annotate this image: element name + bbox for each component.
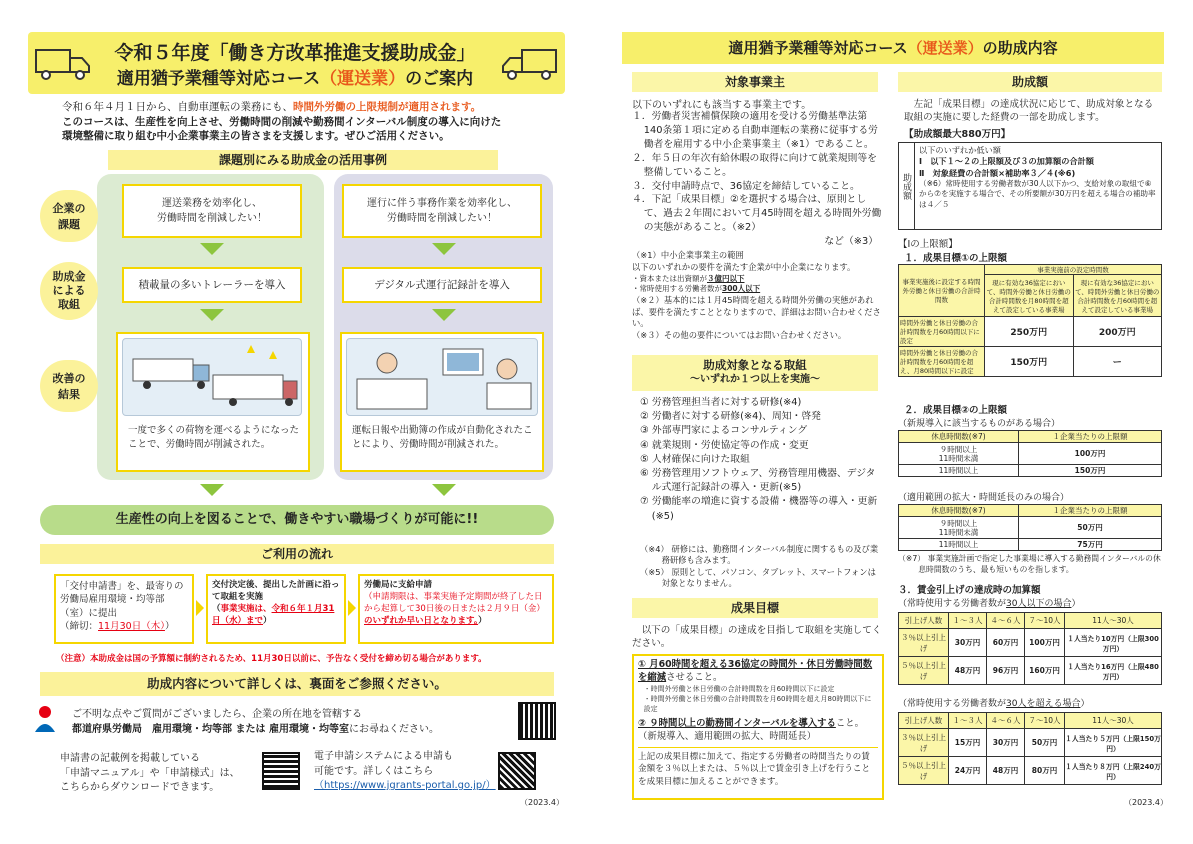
qr-code-contact[interactable]	[518, 702, 556, 740]
note4-5: （※4） 研修には、勤務間インターバル制度に関するもの及び業務研修も含みます。 （※5） 原則として、パソコン、タブレット、スマートフォンは対象となりません。	[640, 544, 879, 589]
flow-arrow1	[196, 600, 204, 616]
case2-result: 運転日報や出勤簿の作成が自動化されたことにより、労働時間が削減された。	[352, 425, 533, 450]
truck-icon-right	[500, 46, 558, 82]
truck-icon-left	[34, 46, 92, 82]
arrow-2b	[432, 309, 456, 321]
target-item-2: ２．年５日の年次有給休暇の取得に向けて就業規則等を整備していること。	[632, 152, 877, 178]
left-title-line1: 令和５年度「働き方改革推進支援助成金」	[114, 42, 476, 64]
ejgrants-link[interactable]: （https://www.jgrants-portal.go.jp/）	[314, 780, 496, 791]
flow-title: ご利用の流れ	[40, 544, 554, 564]
flow-step3: 労働局に支給申請 （申請期限は、事業実施予定期間が終了した日から起算して30日後の日または２月９日（金）のいずれか早い日となります。）	[358, 574, 554, 644]
label-issue: 企業の 課題	[40, 190, 98, 242]
trailer-illustration	[122, 338, 302, 416]
goal-lead: 以下の「成果目標」の達成を目指して取組を実施してください。	[632, 625, 882, 650]
arrow-1a	[200, 243, 224, 255]
flow-arrow2	[348, 600, 356, 616]
measure-3: ③ 外部専門家によるコンサルティング	[640, 425, 808, 437]
measures-title: 助成対象となる取組 ～いずれか１つ以上を実施～	[632, 355, 878, 391]
label-result: 改善の 結果	[40, 360, 98, 412]
amount-label: 助成額	[899, 143, 915, 229]
amount-lead: 左記「成果目標」の達成状況に応じて、助成対象となる取組の実施に要した経費の一部を助成します。	[904, 99, 1154, 124]
digital-recorder-illustration	[346, 338, 538, 416]
arrow-2a	[432, 243, 456, 255]
cap1-title: １．成果目標①の上限額	[904, 253, 1008, 264]
goal-title: 成果目標	[632, 598, 878, 618]
mhlw-logo-icon	[32, 704, 58, 734]
cap1-table: 事業実施後に設定する時間外労働と休日労働の合計時間数 事業実施前の設定時間数 現に有効な36協定において、時間外労働と休日労働の合計時間数を月80時間を超えて設定している事業場 現に有効な36協定において、時間外労働と休日労働の合計時間数を月60時間を超えて設定している事業場 時間外労働と休日労働の合計時間数を月60時間以下に設定 250万円 200万円 時間外労働と休日労働の合計時間数を月60時間を超え、月80時間以下に設定 150万円 ー	[898, 264, 1162, 377]
target-lead: 以下のいずれにも該当する事業主です。	[632, 100, 812, 111]
target-title: 対象事業主	[632, 72, 878, 92]
cap2-title: ２．成果目標②の上限額	[904, 405, 1008, 416]
cap2-table-new: 休息時間数(※7) １企業当たりの上限額 ９時間以上 11時間未満 100万円 11時間以上 150万円	[898, 430, 1162, 477]
cap2-table-extend: 休息時間数(※7) １企業当たりの上限額 ９時間以上 11時間未満 50万円 11時間以上 75万円	[898, 504, 1162, 551]
qr-code-download[interactable]	[262, 752, 300, 790]
right-title: 適用猶予業種等対応コース（運送業）の助成内容	[622, 32, 1164, 64]
note1: （※1）中小企業事業主の範囲 以下のいずれかの要件を満たす企業が中小企業になります。 ・資本または出資額が３億円以下 ・常時使用する労働者数が300人以下 （※２）基本的には１月45時間を超える時間外労働の実態があれば、要件を満たすこととなりますので、詳細はお問い合わせください。 （※３）その他の要件についてはお問い合わせください。	[632, 250, 881, 341]
measure-5: ⑤ 人材確保に向けた取組	[640, 453, 750, 465]
target-item-1: １．労働者災害補償保険の適用を受ける労働基準法第140条第１項に定める自動車運転の業務に従事する労働者を雇用する中小企業事業主（※1）であること。	[632, 111, 878, 150]
measure-1: ① 労務管理担当者に対する研修(※4)	[640, 397, 802, 408]
qr-code-ejgrants[interactable]	[498, 752, 536, 790]
goal-box: ① 月60時間を超える36協定の時間外・休日労働時間数を縮減させること。 ・時間外労働と休日労働の合計時間数を月60時間以下に設定 ・時間外労働と休日労働の合計時間数を月60時間を超え月80時間以下に設定 ② ９時間以上の勤務間インターバルを導入すること。（新規導入、適用範囲の拡大、時間延長） 上記の成果目標に加えて、指定する労働者の時間当たりの賃金額を３％以上または、５％以上で賃金引き上げを行うことを成果目標に加えることができます。	[632, 654, 884, 800]
ejgrants-text: 電子申請システムによる申請も 可能です。詳しくはこちら （https://www.jgrants-portal.go.jp/）	[314, 750, 494, 794]
target-item-3: ３．交付申請時点で、36協定を締結していること。	[632, 180, 860, 192]
measure-2: ② 労働者に対する研修(※4)、周知・啓発	[640, 411, 821, 423]
productivity-banner: 生産性の向上を図ることで、働きやすい職場づくりが可能に!!	[40, 505, 554, 535]
download-text: 申請書の記載例を掲載している 「申請マニュアル」や「申請様式」は、 こちらからダウンロードできます。	[60, 753, 240, 793]
cap2-sub2: （適用範囲の拡大・時間延長のみの場合）	[898, 493, 1070, 503]
right-date: （2023.4）	[1124, 798, 1168, 807]
case1-issue: 運送業務を効率化し、 労働時間を削減したい！	[122, 184, 302, 238]
measures-list	[640, 396, 880, 524]
case2-issue: 運行に伴う事務作業を効率化し、 労働時間を削減したい！	[342, 184, 542, 238]
flow-step1: 「交付申請書」を、最寄りの労働局雇用環境・均等部（室）に提出 （締切：11月30日（木））	[54, 574, 194, 644]
intro-text: 令和６年４月１日から、自動車運転の業務にも、時間外労働の上限規制が適用されます。 このコースは、生産性を向上させ、労働時間の削減や勤務間インターバル制度の導入に向けた 環境整備に取り組む中小企業事業主の皆さまを支援します。ぜひご活用ください。	[62, 101, 502, 143]
amount-max: 【助成額最大880万円】	[904, 129, 1011, 140]
amount-title: 助成額	[898, 72, 1162, 92]
cap-title: 【Ⅰの上限額】	[898, 239, 958, 250]
arrow-2c	[432, 484, 456, 496]
detail-title: 助成内容について詳しくは、裏面をご参照ください。	[40, 672, 554, 696]
cap3-table-large: 引上げ人数 １～３人 ４～６人 ７～10人 11人～30人 ３％以上引上げ 15万円 30万円 50万円 １人当たり５万円（上限150万円） ５％以上引上げ 24万円 48万円 80万円 １人当たり８万円（上限240万円）	[898, 712, 1162, 785]
note7: （※7） 事業実施計画で指定した事業場に導入する勤務間インターバルの休息時間数のうち、最も短いものを指します。	[898, 554, 1161, 574]
contact-text: ご不明な点やご質問がございましたら、企業の所在地を管轄する 都道府県労働局 雇用環境・均等部 または 雇用環境・均等室にお尋ねください。	[72, 709, 439, 735]
target-items	[632, 110, 884, 249]
case2-measure: デジタル式運行記録計を導入	[342, 267, 542, 303]
amount-box: 助成額 以下のいずれか低い額 Ⅰ 以下１～２の上限額及び３の加算額の合計額 Ⅱ 対象経費の合計額×補助率３／４(※6) （※6）常時使用する労働者数が30人以下かつ、支給対象の取組で⑥から⑦を実施する場合で、その所要額が30万円を超える場合の補助率は４／５	[898, 142, 1162, 230]
left-title-line2: 適用猶予業種等対応コース（運送業）のご案内	[116, 69, 474, 89]
measure-4: ④ 就業規則・労使協定等の作成・変更	[640, 439, 809, 451]
left-date: （2023.4）	[520, 798, 564, 807]
cap3-sub1: （常時使用する労働者数が30人以下の場合）	[898, 599, 1081, 609]
label-measure: 助成金 による 取組	[40, 262, 98, 320]
measure-6: ⑥ 労務管理用ソフトウェア、労務管理用機器、デジタル式運行記録計の導入・更新(※5)	[640, 468, 876, 494]
cap3-table-small: 引上げ人数 １～３人 ４～６人 ７～10人 11人～30人 ３％以上引上げ 30万円 60万円 100万円 １人当たり10万円（上限300万円） ５％以上引上げ 48万円 96万円 160万円 １人当たり16万円（上限480万円）	[898, 612, 1162, 685]
arrow-1c	[200, 484, 224, 496]
cap3-title: ３．賃金引上げの達成時の加算額	[898, 585, 1041, 596]
deadline-notice: （注意）本助成金は国の予算額に制約されるため、11月30日以前に、予告なく受付を締め切る場合があります。	[56, 654, 487, 664]
case1-measure: 積載量の多いトレーラーを導入	[122, 267, 302, 303]
target-etc: など（※3）	[824, 236, 878, 248]
measure-7: ⑦ 労働能率の増進に資する設備・機器等の導入・更新(※5)	[640, 496, 878, 522]
cases-title: 課題別にみる助成金の活用事例	[108, 150, 498, 170]
target-item-4: ４．下記「成果目標」②を選択する場合は、原則として、過去２年間において月45時間を超える時間外労働の実態があること。（※2）	[632, 194, 882, 234]
cap2-sub1: （新規導入に該当するものがある場合）	[898, 419, 1061, 429]
case1-result: 一度で多くの荷物を運べるようになったことで、労働時間が削減された。	[128, 425, 300, 450]
cap3-sub2: （常時使用する労働者数が30人を超える場合）	[898, 699, 1090, 709]
flow-step2: 交付決定後、提出した計画に沿って取組を実施 （事業実施は、令和６年１月31日（水）まで）	[206, 574, 346, 644]
arrow-1b	[200, 309, 224, 321]
